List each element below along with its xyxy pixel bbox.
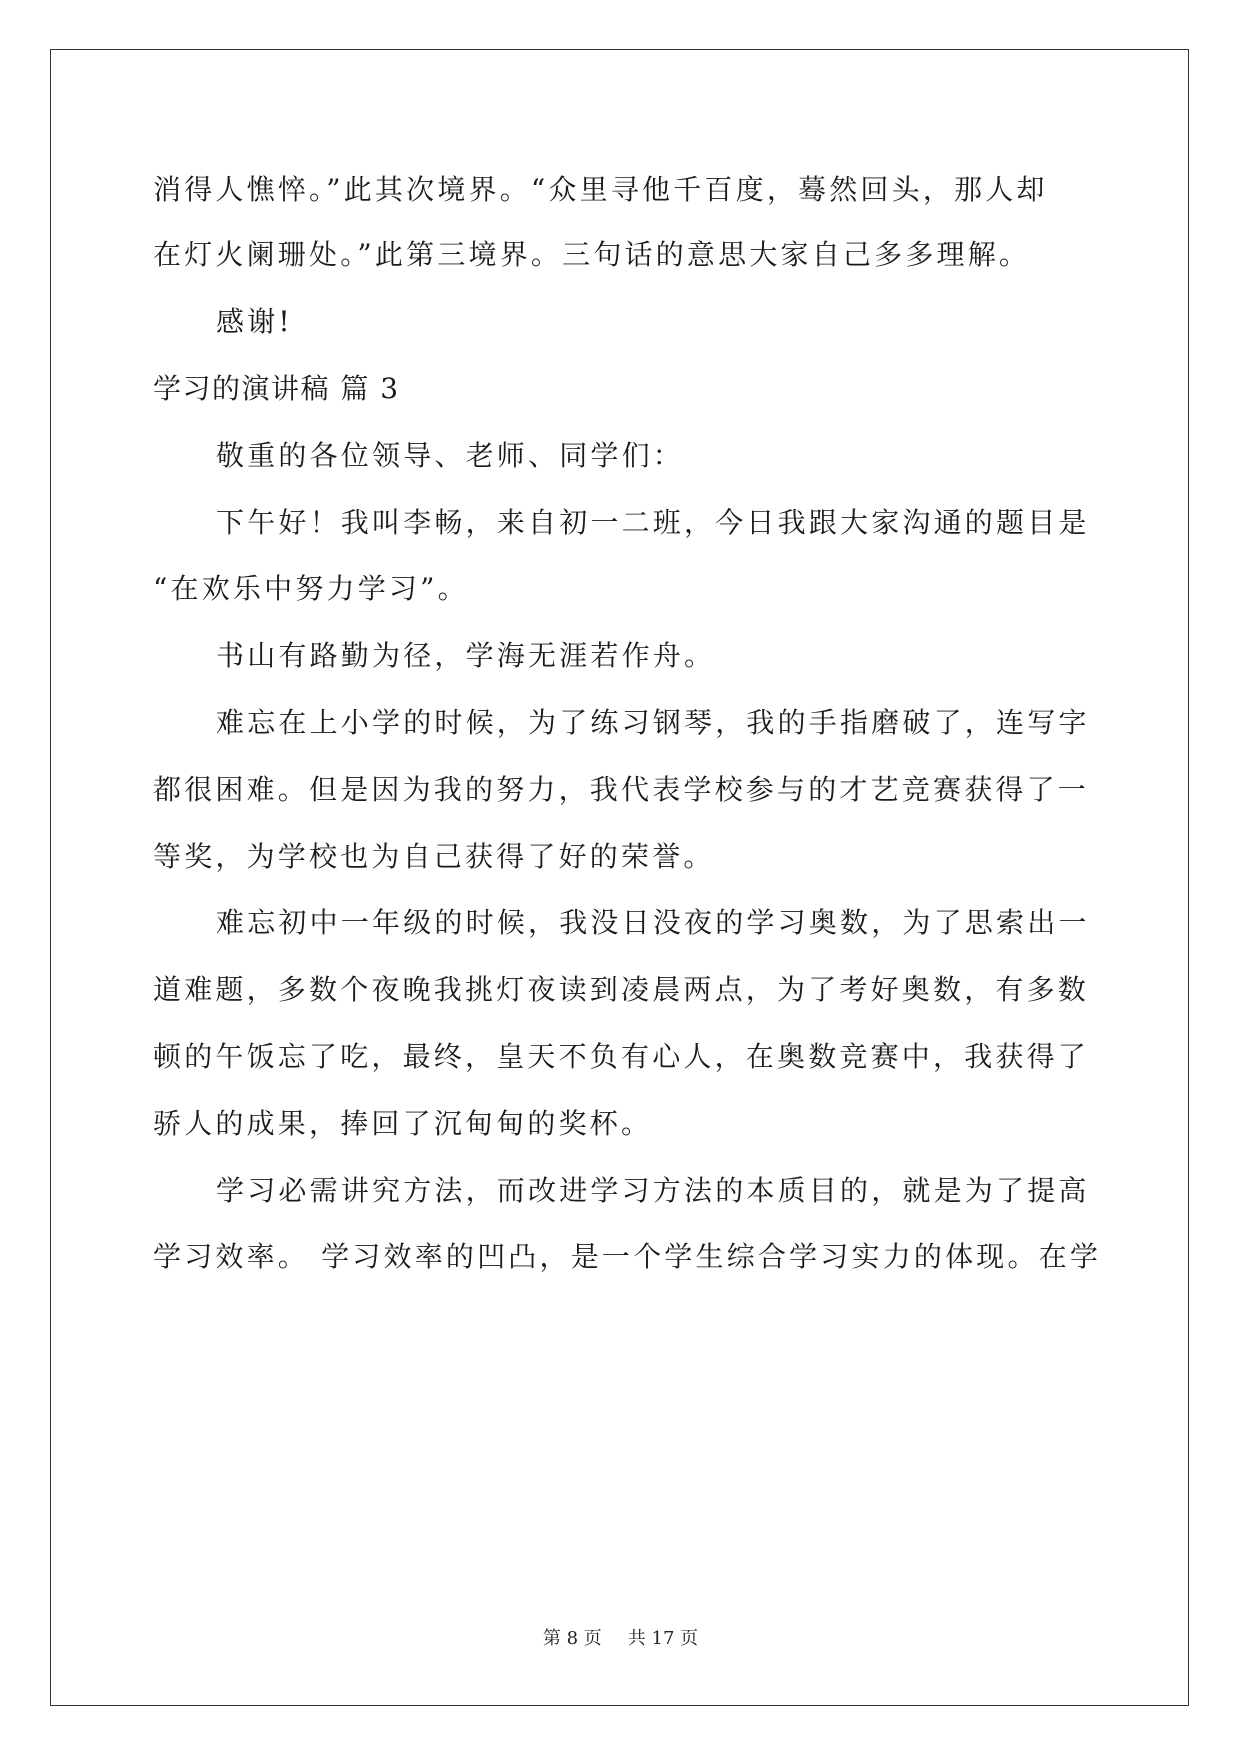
paragraph-line: 下午好！我叫李畅，来自初一二班，今日我跟大家沟通的题目是 [216, 506, 1090, 539]
salutation: 敬重的各位领导、老师、同学们： [216, 439, 685, 472]
paragraph-line: 学习效率。 学习效率的凹凸，是一个学生综合学习实力的体现。在学 [153, 1240, 1102, 1273]
paragraph-line: 等奖，为学校也为自己获得了好的荣誉。 [153, 840, 715, 873]
paragraph-line: 难忘初中一年级的时候，我没日没夜的学习奥数，为了思索出一 [216, 906, 1090, 939]
paragraph-line: 道难题，多数个夜晚我挑灯夜读到凌晨两点，为了考好奥数，有多数 [153, 973, 1090, 1006]
page-border [50, 49, 1189, 1706]
paragraph-line: 难忘在上小学的时候，为了练习钢琴，我的手指磨破了，连写字 [216, 706, 1090, 739]
page-number: 第 8 页 [542, 1628, 602, 1649]
paragraph-line: 消得人憔悴。”此其次境界。“众里寻他千百度，蓦然回头，那人却 [153, 173, 1048, 206]
paragraph-line: 骄人的成果，捧回了沉甸甸的奖杯。 [153, 1107, 653, 1140]
paragraph-line: 感谢! [216, 305, 293, 338]
page-footer [0, 1624, 1241, 1650]
page-total: 共 17 页 [627, 1628, 699, 1649]
paragraph-line: 在灯火阑珊处。”此第三境界。三句话的意思大家自己多多理解。 [153, 238, 1031, 271]
section-heading: 学习的演讲稿 篇 3 [153, 372, 400, 405]
paragraph-line: 书山有路勤为径，学海无涯若作舟。 [216, 639, 716, 672]
paragraph-line: 学习必需讲究方法，而改进学习方法的本质目的，就是为了提高 [216, 1174, 1090, 1207]
paragraph-line: 都很困难。但是因为我的努力，我代表学校参与的才艺竞赛获得了一 [153, 773, 1090, 806]
paragraph-line: “在欢乐中努力学习”。 [153, 572, 469, 605]
paragraph-line: 顿的午饭忘了吃，最终，皇天不负有心人，在奥数竞赛中，我获得了 [153, 1040, 1090, 1073]
